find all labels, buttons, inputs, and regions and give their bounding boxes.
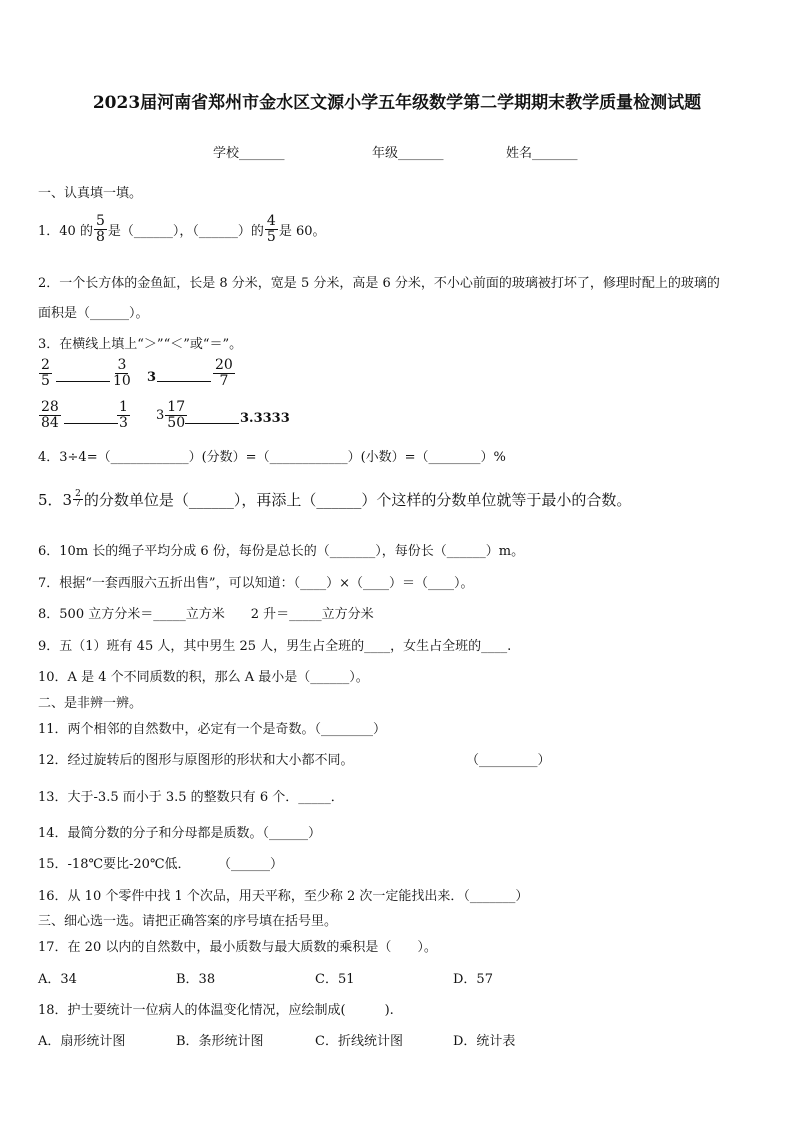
q3-blank-d[interactable] — [185, 423, 239, 424]
q1-fraction-2: $\frac{4}{5}$ — [266, 213, 276, 245]
q17-option-c[interactable]: C．51 — [315, 972, 355, 987]
q17-option-d[interactable]: D．57 — [453, 972, 493, 987]
q3-b-left: 3 — [147, 370, 157, 385]
section-2-heading: 二、是非辨一辨。 — [38, 696, 143, 711]
section-1-heading: 一、认真填一填。 — [38, 186, 143, 201]
question-17: 17．在 20 以内的自然数中，最小质数与最大质数的乘积是（ ）。 — [38, 940, 437, 955]
question-12: 12．经过旋转后的图形与原图形的形状和大小都不同。 — [38, 753, 354, 768]
q3-fraction-c-right: $\frac{1}{3}$ — [119, 399, 128, 431]
question-12-blank[interactable]: （_________） — [466, 753, 551, 768]
section-3-heading: 三、细心选一选。请把正确答案的序号填在括号里。 — [38, 914, 338, 929]
name-field[interactable]: 姓名_______ — [506, 146, 578, 161]
q3-blank-c[interactable] — [64, 423, 118, 424]
q18-option-d[interactable]: D．统计表 — [453, 1034, 516, 1049]
q3-fraction-b-right: $\frac{20}{7}$ — [215, 357, 233, 389]
q3-fraction-a-right: $\frac{3}{10}$ — [113, 357, 131, 389]
q18-option-b[interactable]: B．条形统计图 — [176, 1034, 264, 1049]
question-8: 8．500 立方分米＝_____立方米 2 升＝_____立方分米 — [38, 607, 374, 622]
question-16: 16．从 10 个零件中找 1 个次品，用天平称，至少称 2 次一定能找出来．（_______） — [38, 889, 529, 904]
question-2-line-1: 2．一个长方体的金鱼缸，长是 8 分米，宽是 5 分米，高是 6 分米，不小心前面的玻璃被打坏了，修理时配上的玻璃的 — [38, 276, 720, 291]
q1-text-1: 1．40 的 — [38, 224, 93, 239]
question-10: 10．A 是 4 个不同质数的积，那么 A 最小是（______）。 — [38, 670, 369, 685]
page-title: 2023届河南省郑州市金水区文源小学五年级数学第二学期期末教学质量检测试题 — [92, 93, 702, 113]
q1-text-2: 是（______），（______）的 — [107, 224, 264, 239]
q3-mixed-number-d: 3 $\frac{17}{50}$ — [156, 399, 186, 431]
school-field[interactable]: 学校_______ — [213, 146, 285, 161]
grade-field[interactable]: 年级_______ — [372, 146, 444, 161]
q3-fraction-c-left: $\frac{28}{84}$ — [41, 399, 59, 431]
question-18: 18．护士要统计一位病人的体温变化情况，应绘制成( ). — [38, 1003, 394, 1018]
question-11: 11．两个相邻的自然数中，必定有一个是奇数。（________） — [38, 722, 387, 737]
question-13: 13．大于-3.5 而小于 3.5 的整数只有 6 个．_____． — [38, 790, 344, 805]
question-1 — [38, 214, 326, 245]
q5-fraction: $\frac{2}{7}$ — [75, 489, 81, 509]
question-15-blank[interactable]: （______） — [218, 857, 284, 872]
question-9: 9．五（1）班有 45 人，其中男生 25 人，男生占全班的____，女生占全班的____. — [38, 639, 512, 654]
question-14: 14．最简分数的分子和分母都是质数。（______） — [38, 826, 322, 841]
q3-blank-a[interactable] — [56, 381, 110, 382]
q18-option-c[interactable]: C．折线统计图 — [315, 1034, 403, 1049]
q1-text-3: 是 60。 — [278, 224, 326, 239]
question-6: 6．10m 长的绳子平均分成 6 份，每份是总长的（_______），每份长（______）m。 — [38, 544, 525, 559]
q17-option-b[interactable]: B．38 — [176, 972, 216, 987]
q3-d-right: 3.3333 — [240, 411, 290, 426]
q17-option-a[interactable]: A．34 — [38, 972, 77, 987]
question-4: 4．3÷4=（____________）(分数）=（____________）(小数）=（________）% — [38, 450, 506, 465]
question-2-line-2: 面积是（______）。 — [38, 306, 149, 321]
q3-blank-b[interactable] — [157, 381, 211, 382]
question-7: 7．根据“一套西服六五折出售”，可以知道：（____）×（____）＝（____）。 — [38, 576, 474, 591]
question-15: 15．-18℃要比-20℃低． — [38, 857, 191, 872]
q1-fraction-1: $\frac{5}{8}$ — [95, 213, 105, 245]
q18-option-a[interactable]: A．扇形统计图 — [38, 1034, 126, 1049]
q3-fraction-a-left: $\frac{2}{5}$ — [41, 357, 50, 389]
question-5: 5．3 $\frac{2}{7}$ 的分数单位是（______），再添上（______）个这样的分数单位就等于最小的合数。 — [38, 489, 632, 509]
question-3: 3．在横线上填上“＞”“＜”或“＝”。 — [38, 337, 243, 352]
